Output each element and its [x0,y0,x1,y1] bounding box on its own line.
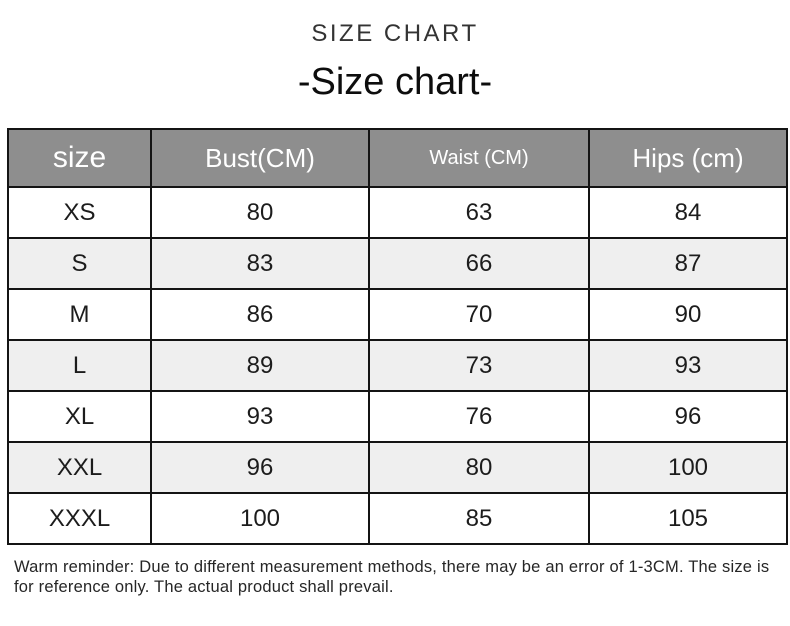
cell-size: XS [8,187,151,238]
column-header-size: size [8,129,151,187]
cell-hips: 96 [589,391,787,442]
cell-bust: 86 [151,289,369,340]
table-header-row [8,129,787,187]
cell-bust: 80 [151,187,369,238]
cell-bust: 96 [151,442,369,493]
table-row [8,289,787,340]
column-header-bust: Bust(CM) [151,129,369,187]
table-row [8,340,787,391]
cell-hips: 105 [589,493,787,544]
cell-bust: 89 [151,340,369,391]
column-header-waist: Waist (CM) [369,129,589,187]
cell-size: XL [8,391,151,442]
cell-bust: 100 [151,493,369,544]
size-table [7,128,788,545]
cell-waist: 66 [369,238,589,289]
cell-waist: 80 [369,442,589,493]
cell-size: XXL [8,442,151,493]
cell-waist: 70 [369,289,589,340]
cell-size: XXXL [8,493,151,544]
cell-waist: 63 [369,187,589,238]
cell-hips: 90 [589,289,787,340]
table-row [8,238,787,289]
cell-hips: 100 [589,442,787,493]
page-title: -Size chart- [297,61,493,103]
warm-reminder-note: Warm reminder: Due to different measurement methods, there may be an error of 1-3CM. The size is for reference only. The actual product shall prevail. [14,558,770,596]
table-row [8,442,787,493]
cell-waist: 73 [369,340,589,391]
table-row [8,187,787,238]
cell-waist: 85 [369,493,589,544]
cell-bust: 83 [151,238,369,289]
cell-hips: 87 [589,238,787,289]
cell-hips: 84 [589,187,787,238]
table-row [8,493,787,544]
cell-waist: 76 [369,391,589,442]
size-table-body [8,187,787,544]
size-chart-eyebrow: SIZE CHART [311,20,479,47]
table-row [8,391,787,442]
cell-size: L [8,340,151,391]
column-header-hips: Hips (cm) [589,129,787,187]
cell-size: S [8,238,151,289]
cell-hips: 93 [589,340,787,391]
cell-bust: 93 [151,391,369,442]
cell-size: M [8,289,151,340]
